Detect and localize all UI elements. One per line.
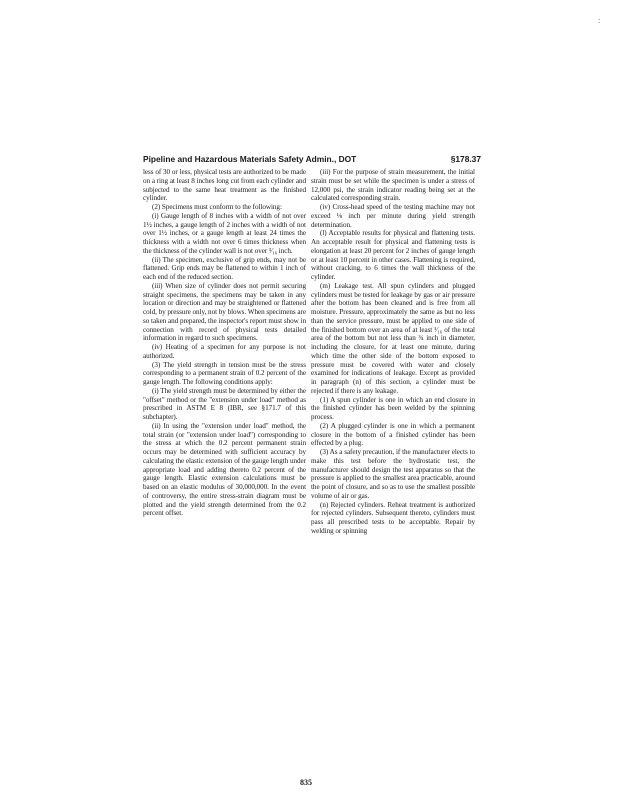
paragraph: (ii) The specimen, exclusive of grip ends, may not be flattened. Grip ends may be flattened to within 1 inch of each end of the reduced section. (143, 255, 306, 281)
paragraph: (i) Gauge length of 8 inches with a width of not over 1½ inches, a gauge length of 2 inches with a width of not over 1½ inches, or a gauge length at least 24 times the thickness with a width not over 6 times thickness when the thickness of the cylinder wall is not over ³⁄₁₆ inch. (143, 211, 306, 255)
paragraph: (n) Rejected cylinders. Reheat treatment is authorized for rejected cylinders. Subsequent thereto, cylinders must pass all prescribed tests to be acceptable. Repair by welding or spinning (311, 500, 475, 535)
paragraph: (2) A plugged cylinder is one in which a permanent closure in the bottom of a finished cylinder has been effected by a plug. (311, 421, 475, 448)
left-column (143, 168, 306, 518)
paragraph: (iii) For the purpose of strain measurement, the initial strain must be set while the specimen is under a stress of 12,000 psi, the strain indicator reading being set at the calculated corresponding strain. (311, 168, 475, 203)
paragraph: (iv) Cross-head speed of the testing machine may not exceed ⅛ inch per minute during yield strength determination. (311, 203, 475, 229)
paragraph: (m) Leakage test. All spun cylinders and plugged cylinders must be tested for leakage by gas or air pressure after the bottom has been cleaned and is free from all moisture. Pressure, approximately the same as but no less than the service pressure, must be applied to one side of the finished bottom over an area of at least ¹⁄₁₆ of the total area of the bottom but not less than ¾ inch in diameter, including the closure, for at least one minute, during which time the other side of the bottom exposed to pressure must be covered with water and closely examined for indications of leakage. Except as provided in paragraph (n) of this section, a cylinder must be rejected if there is any leakage. (311, 281, 475, 395)
paragraph: (iii) When size of cylinder does not permit securing straight specimens, the specimens may be taken in any location or direction and may be straightened or flattened cold, by pressure only, not by blows. When specimens are so taken and prepared, the inspector's report must show in connection with record of physical tests detailed information in regard to such specimens. (143, 281, 306, 343)
paragraph: (3) The yield strength in tension must be the stress corresponding to a permanent strain of 0.2 percent of the gauge length. The following conditions apply: (143, 360, 306, 386)
paragraph: (1) A spun cylinder is one in which an end closure in the finished cylinder has been welded by the spinning process. (311, 395, 475, 421)
paragraph: (iv) Heating of a specimen for any purpose is not authorized. (143, 343, 306, 360)
header-title: Pipeline and Hazardous Materials Safety Admin., DOT (143, 154, 357, 164)
paragraph: (l) Acceptable results for physical and flattening tests. An acceptable result for physical and flattening tests is elongation at least 20 percent for 2 inches of gauge length or at least 10 percent in other cases. Flattening is required, without cracking, to 6 times the wall thickness of the cylinder. (311, 229, 475, 281)
corner-mark: : (598, 16, 601, 25)
header-section: §178.37 (450, 154, 481, 164)
page-number: 835 (300, 778, 312, 787)
paragraph: (ii) In using the "extension under load" method, the total strain (or "extension under load") corresponding to the stress at which the 0.2 percent permanent strain occurs may be determined with sufficient accuracy by calculating the elastic extension of the gauge length under appropriate load and adding thereto 0.2 percent of the gauge length. Elastic extension calculations must be based on an elastic modulus of 30,000,000. In the event of controversy, the entire stress-strain diagram must be plotted and the yield strength determined from the 0.2 percent offset. (143, 421, 306, 518)
running-header (143, 154, 481, 168)
paragraph: less of 30 or less, physical tests are authorized to be made on a ring at least 8 inches long cut from each cylinder and subjected to the same heat treatment as the finished cylinder. (143, 168, 306, 203)
paragraph: (3) As a safety precaution, if the manufacturer elects to make this test before the hydrostatic test, the manufacturer should design the test apparatus so that the pressure is applied to the smallest area practicable, around the point of closure, and so as to use the smallest possible volume of air or gas. (311, 448, 475, 500)
right-column (311, 168, 475, 536)
paragraph: (2) Specimens must conform to the following: (152, 203, 282, 211)
paragraph: (i) The yield strength must be determined by either the "offset" method or the "extension under load" method as prescribed in ASTM E 8 (IBR, see §171.7 of this subchapter). (143, 386, 306, 421)
